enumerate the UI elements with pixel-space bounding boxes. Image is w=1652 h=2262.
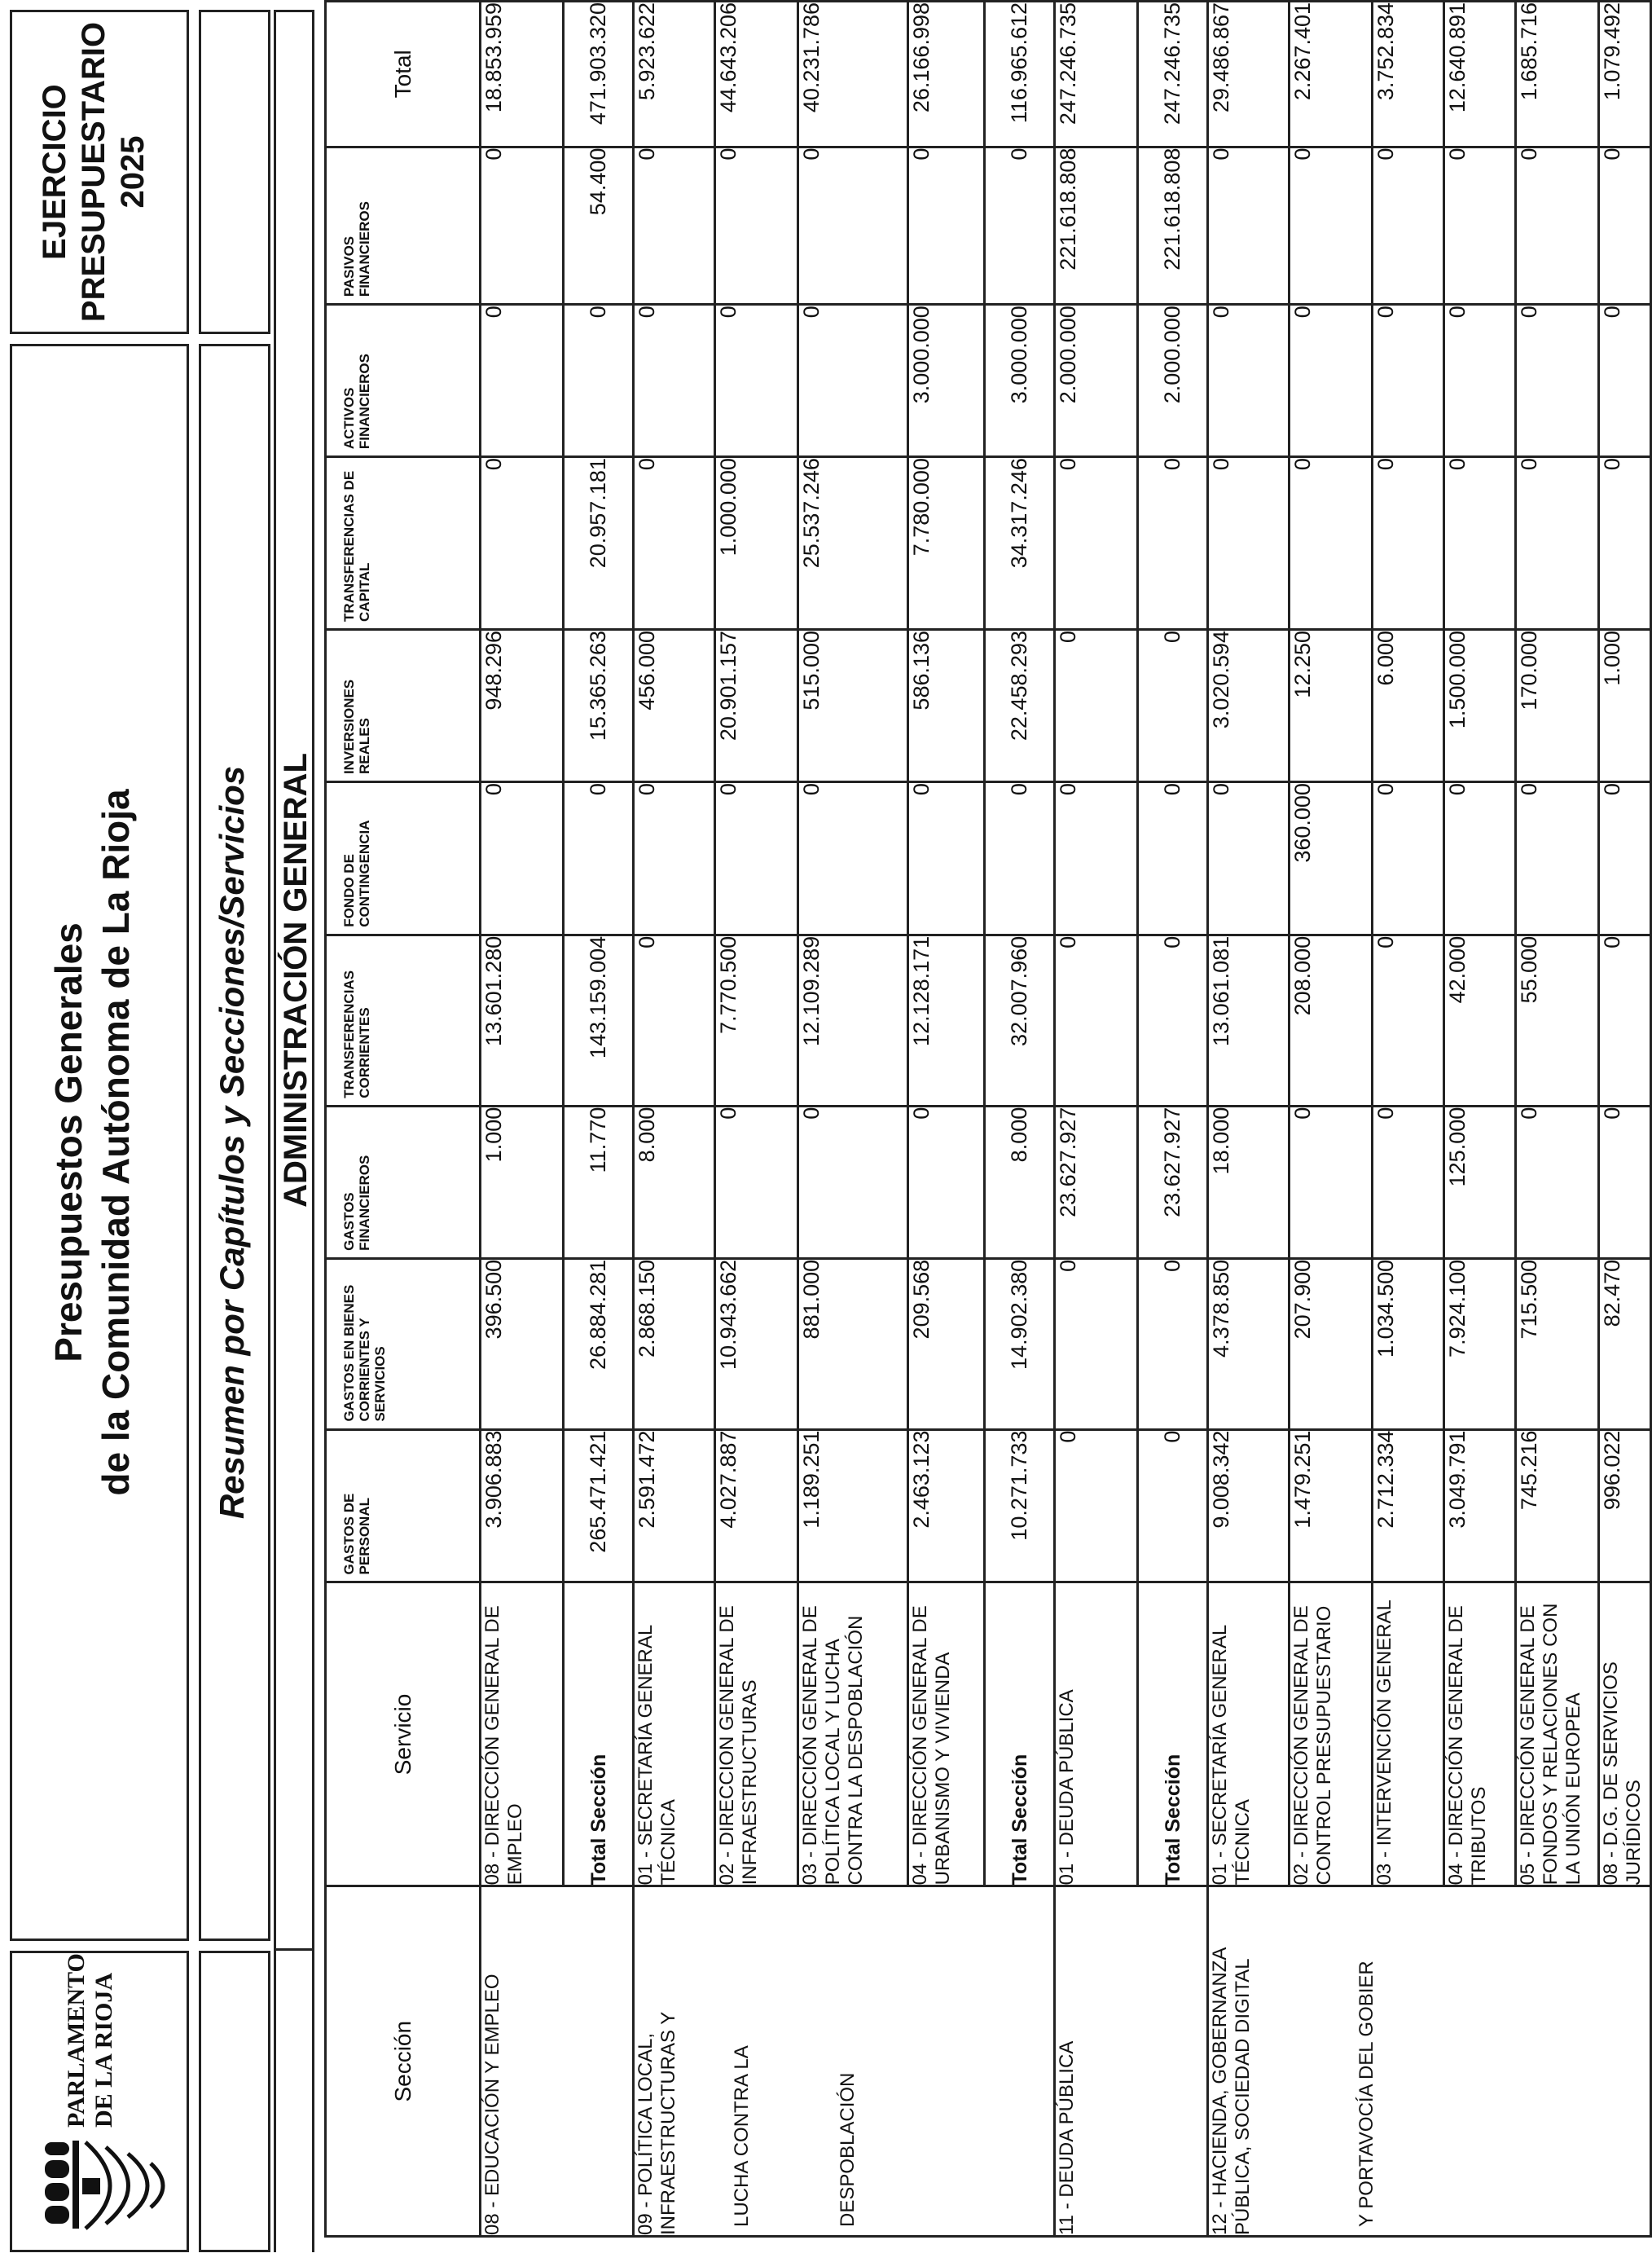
value-cell: 26.884.281: [564, 1258, 634, 1429]
value-cell: 0: [1208, 457, 1290, 630]
org-line1: PARLAMENTO: [63, 1953, 90, 2128]
value-cell: 0: [1599, 782, 1651, 935]
value-cell: 0: [634, 147, 715, 305]
value-cell: 515.000: [798, 629, 908, 781]
value-cell: 0: [1138, 457, 1208, 630]
value-cell: 0: [1599, 457, 1651, 630]
service-cell: 02 - DIRECCION GENERAL DE INFRAESTRUCTURAS: [715, 1582, 798, 1886]
total-cell: 26.166.998: [908, 2, 985, 147]
value-cell: 0: [908, 1106, 985, 1258]
value-cell: 0: [481, 782, 564, 935]
document-header: [10, 10, 283, 2252]
value-cell: 0: [715, 305, 798, 457]
value-cell: 0: [1138, 629, 1208, 781]
value-cell: 0: [1290, 1106, 1373, 1258]
value-cell: 0: [1444, 305, 1516, 457]
document-title: [45, 346, 139, 1939]
service-cell: 01 - SECRETARÍA GENERAL TÉCNICA: [1208, 1582, 1290, 1886]
value-cell: 25.537.246: [798, 457, 908, 630]
value-cell: 12.250: [1290, 629, 1373, 781]
value-cell: 1.000: [1599, 629, 1651, 781]
value-cell: 4.378.850: [1208, 1258, 1290, 1429]
value-cell: 10.943.662: [715, 1258, 798, 1429]
value-cell: 10.271.733: [985, 1429, 1055, 1582]
value-cell: 3.000.000: [908, 305, 985, 457]
org-line2: DE LA RIOJA: [90, 1972, 117, 2128]
value-cell: 0: [1516, 305, 1599, 457]
value-cell: 8.000: [634, 1106, 715, 1258]
col-total: Total: [326, 2, 481, 147]
ejercicio-line2: PRESUPUESTARIO: [76, 21, 112, 323]
value-cell: 1.479.251: [1290, 1429, 1373, 1582]
value-cell: 0: [1208, 305, 1290, 457]
value-cell: 0: [715, 1106, 798, 1258]
value-cell: 4.027.887: [715, 1429, 798, 1582]
total-cell: 116.965.612: [985, 2, 1055, 147]
table-row: [634, 2, 715, 2237]
value-cell: 0: [1373, 1106, 1444, 1258]
value-cell: 0: [1516, 457, 1599, 630]
value-cell: 0: [1373, 457, 1444, 630]
section-name-line2: Y PORTAVOCÍA DEL GOBIER: [1355, 1961, 1377, 2227]
value-cell: 0: [1516, 1106, 1599, 1258]
value-cell: 996.022: [1599, 1429, 1651, 1582]
budget-table: [324, 0, 1652, 2238]
title-line2: de la Comunidad Autónoma de La Rioja: [94, 789, 137, 1496]
value-cell: 2.463.123: [908, 1429, 985, 1582]
col-transf-corrientes: TRANSFERENCIAS CORRIENTES: [326, 935, 481, 1106]
value-cell: 0: [1444, 147, 1516, 305]
value-cell: 745.216: [1516, 1429, 1599, 1582]
title-line1: Presupuestos Generales: [47, 922, 90, 1362]
value-cell: 0: [1055, 1258, 1138, 1429]
value-cell: 0: [798, 782, 908, 935]
value-cell: 7.924.100: [1444, 1258, 1516, 1429]
value-cell: 207.900: [1290, 1258, 1373, 1429]
value-cell: 1.034.500: [1373, 1258, 1444, 1429]
col-servicio: Servicio: [326, 1582, 481, 1886]
total-seccion-label: Total Sección: [564, 1582, 634, 1886]
value-cell: 3.000.000: [985, 305, 1055, 457]
value-cell: 0: [1055, 629, 1138, 781]
value-cell: 3.020.594: [1208, 629, 1290, 781]
value-cell: 715.500: [1516, 1258, 1599, 1429]
col-gastos-financieros: GASTOS FINANCIEROS: [326, 1106, 481, 1258]
value-cell: 0: [634, 935, 715, 1106]
value-cell: 0: [1208, 782, 1290, 935]
value-cell: 221.618.808: [1055, 147, 1138, 305]
value-cell: 0: [1055, 1429, 1138, 1582]
value-cell: 42.000: [1444, 935, 1516, 1106]
value-cell: 3.906.883: [481, 1429, 564, 1582]
value-cell: 0: [985, 782, 1055, 935]
col-gastos-personal: GASTOS DE PERSONAL: [326, 1429, 481, 1582]
total-cell: 40.231.786: [798, 2, 908, 147]
value-cell: 0: [634, 457, 715, 630]
value-cell: 0: [1599, 1106, 1651, 1258]
value-cell: 13.061.081: [1208, 935, 1290, 1106]
service-cell: 03 - INTERVENCIÓN GENERAL: [1373, 1582, 1444, 1886]
left-sub-box: [199, 1951, 270, 2252]
subtitle-box: [199, 344, 270, 1941]
value-cell: 0: [1290, 457, 1373, 630]
section-name: 08 - EDUCACIÓN Y EMPLEO: [481, 1974, 503, 2235]
value-cell: 23.627.927: [1138, 1106, 1208, 1258]
value-cell: 0: [634, 305, 715, 457]
total-cell: 3.752.834: [1373, 2, 1444, 147]
value-cell: 6.000: [1373, 629, 1444, 781]
col-activos-financieros: ACTIVOS FINANCIEROS: [326, 305, 481, 457]
value-cell: 2.000.000: [1055, 305, 1138, 457]
value-cell: 1.000: [481, 1106, 564, 1258]
service-cell: 01 - DEUDA PÚBLICA: [1055, 1582, 1138, 1886]
value-cell: 125.000: [1444, 1106, 1516, 1258]
total-cell: 1.079.492: [1599, 2, 1651, 147]
value-cell: 0: [908, 782, 985, 935]
col-transf-capital: TRANSFERENCIAS DE CAPITAL: [326, 457, 481, 630]
value-cell: 0: [1516, 782, 1599, 935]
value-cell: 0: [1373, 935, 1444, 1106]
section-cell: [634, 1886, 1055, 2237]
section-name-line1: 12 - HACIENDA, GOBERNANZA PÚBLICA, SOCIEDAD DIGITAL: [1209, 1947, 1254, 2235]
value-cell: 12.109.289: [798, 935, 908, 1106]
value-cell: 34.317.246: [985, 457, 1055, 630]
document-subtitle: Resumen por Capítulos y Secciones/Servicios: [213, 765, 251, 1520]
total-cell: 18.853.959: [481, 2, 564, 147]
value-cell: 0: [634, 782, 715, 935]
service-cell: 08 - D.G. DE SERVICIOS JURÍDICOS: [1599, 1582, 1651, 1886]
service-cell: 04 - DIRECCIÓN GENERAL DE URBANISMO Y VIVIENDA: [908, 1582, 985, 1886]
col-pasivos-financieros: PASIVOS FINANCIEROS: [326, 147, 481, 305]
value-cell: 0: [798, 1106, 908, 1258]
value-cell: 20.901.157: [715, 629, 798, 781]
ejercicio-year: 2025: [115, 135, 151, 209]
value-cell: 360.000: [1290, 782, 1373, 935]
value-cell: 55.000: [1516, 935, 1599, 1106]
section-cell: [1208, 1886, 1651, 2237]
value-cell: 2.868.150: [634, 1258, 715, 1429]
ejercicio-line1: EJERCICIO: [37, 84, 72, 260]
value-cell: 0: [481, 305, 564, 457]
ejercicio-label: [35, 12, 152, 332]
value-cell: 0: [908, 147, 985, 305]
value-cell: 8.000: [985, 1106, 1055, 1258]
total-seccion-label: Total Sección: [985, 1582, 1055, 1886]
value-cell: 265.471.421: [564, 1429, 634, 1582]
section-name-line1: 09 - POLÍTICA LOCAL, INFRAESTRUCTURAS Y: [635, 2011, 679, 2235]
service-cell: 03 - DIRECCIÓN GENERAL DE POLÍTICA LOCAL Y LUCHA CONTRA LA DESPOBLACIÓN: [798, 1582, 908, 1886]
value-cell: 208.000: [1290, 935, 1373, 1106]
section-name-line3: DESPOBLACIÓN: [837, 2072, 859, 2227]
value-cell: 0: [1516, 147, 1599, 305]
logo-box: [10, 1951, 189, 2252]
value-cell: 0: [715, 782, 798, 935]
org-name: [63, 1953, 118, 2128]
table-row: [1208, 2, 1290, 2237]
service-cell: 05 - DIRECCIÓN GENERAL DE FONDOS Y RELACIONES CON LA UNIÓN EUROPEA: [1516, 1582, 1599, 1886]
value-cell: 456.000: [634, 629, 715, 781]
value-cell: 881.000: [798, 1258, 908, 1429]
total-cell: 471.903.320: [564, 2, 634, 147]
value-cell: 20.957.181: [564, 457, 634, 630]
value-cell: 0: [481, 457, 564, 630]
value-cell: 0: [1290, 305, 1373, 457]
col-seccion: Sección: [326, 1886, 481, 2237]
value-cell: 143.159.004: [564, 935, 634, 1106]
value-cell: 1.500.000: [1444, 629, 1516, 781]
col-inversiones-reales: INVERSIONES REALES: [326, 629, 481, 781]
value-cell: 0: [798, 147, 908, 305]
value-cell: 32.007.960: [985, 935, 1055, 1106]
value-cell: 82.470: [1599, 1258, 1651, 1429]
value-cell: 221.618.808: [1138, 147, 1208, 305]
value-cell: 0: [798, 305, 908, 457]
service-cell: 01 - SECRETARÍA GENERAL TÉCNICA: [634, 1582, 715, 1886]
value-cell: 0: [1055, 457, 1138, 630]
section-cell: [481, 1886, 634, 2237]
value-cell: 396.500: [481, 1258, 564, 1429]
total-cell: 1.685.716: [1516, 2, 1599, 147]
value-cell: 0: [1373, 782, 1444, 935]
value-cell: 23.627.927: [1055, 1106, 1138, 1258]
value-cell: 0: [1599, 305, 1651, 457]
ejercicio-sub-box: [199, 10, 270, 334]
total-cell: 5.923.622: [634, 2, 715, 147]
value-cell: 2.000.000: [1138, 305, 1208, 457]
value-cell: 14.902.380: [985, 1258, 1055, 1429]
total-cell: 44.643.206: [715, 2, 798, 147]
value-cell: 0: [481, 147, 564, 305]
value-cell: 948.296: [481, 629, 564, 781]
total-cell: 2.267.401: [1290, 2, 1373, 147]
table-row: [481, 2, 564, 2237]
parliament-emblem-icon: [29, 2137, 179, 2235]
value-cell: 1.000.000: [715, 457, 798, 630]
value-cell: 209.568: [908, 1258, 985, 1429]
value-cell: 22.458.293: [985, 629, 1055, 781]
value-cell: 0: [564, 782, 634, 935]
value-cell: 0: [1138, 935, 1208, 1106]
service-cell: 04 - DIRECCIÓN GENERAL DE TRIBUTOS: [1444, 1582, 1516, 1886]
value-cell: 0: [1444, 457, 1516, 630]
value-cell: 18.000: [1208, 1106, 1290, 1258]
section-banner: [274, 10, 314, 1951]
value-cell: 11.770: [564, 1106, 634, 1258]
value-cell: 54.400: [564, 147, 634, 305]
total-seccion-label: Total Sección: [1138, 1582, 1208, 1886]
value-cell: 2.712.334: [1373, 1429, 1444, 1582]
value-cell: 0: [715, 147, 798, 305]
value-cell: 0: [1373, 147, 1444, 305]
value-cell: 0: [1444, 782, 1516, 935]
value-cell: 0: [1138, 1258, 1208, 1429]
value-cell: 1.189.251: [798, 1429, 908, 1582]
section-cell: [1055, 1886, 1208, 2237]
section-name: 11 - DEUDA PÚBLICA: [1056, 2040, 1078, 2235]
value-cell: 0: [1599, 147, 1651, 305]
value-cell: 0: [1138, 782, 1208, 935]
table-header-row: [326, 2, 481, 2237]
value-cell: 0: [1055, 935, 1138, 1106]
value-cell: 0: [1373, 305, 1444, 457]
value-cell: 0: [985, 147, 1055, 305]
table-row: [1055, 2, 1138, 2237]
total-cell: 247.246.735: [1055, 2, 1138, 147]
col-gastos-bienes: GASTOS EN BIENES CORRIENTES Y SERVICIOS: [326, 1258, 481, 1429]
total-cell: 29.486.867: [1208, 2, 1290, 147]
value-cell: 0: [1599, 935, 1651, 1106]
ejercicio-box: [10, 10, 189, 334]
service-cell: 08 - DIRECCIÓN GENERAL DE EMPLEO: [481, 1582, 564, 1886]
value-cell: 3.049.791: [1444, 1429, 1516, 1582]
section-banner-text: ADMINISTRACIÓN GENERAL: [278, 753, 314, 1208]
total-cell: 247.246.735: [1138, 2, 1208, 147]
total-cell: 12.640.891: [1444, 2, 1516, 147]
value-cell: 586.136: [908, 629, 985, 781]
col-fondo-contingencia: FONDO DE CONTINGENCIA: [326, 782, 481, 935]
value-cell: 0: [564, 305, 634, 457]
value-cell: 15.365.263: [564, 629, 634, 781]
value-cell: 170.000: [1516, 629, 1599, 781]
value-cell: 0: [1055, 782, 1138, 935]
value-cell: 13.601.280: [481, 935, 564, 1106]
title-box: [10, 344, 189, 1941]
value-cell: 7.770.500: [715, 935, 798, 1106]
banner-left-rule: [274, 1951, 314, 2252]
value-cell: 0: [1138, 1429, 1208, 1582]
value-cell: 9.008.342: [1208, 1429, 1290, 1582]
value-cell: 0: [1290, 147, 1373, 305]
value-cell: 12.128.171: [908, 935, 985, 1106]
value-cell: 2.591.472: [634, 1429, 715, 1582]
value-cell: 0: [1208, 147, 1290, 305]
section-name-line2: LUCHA CONTRA LA: [731, 2045, 753, 2227]
value-cell: 7.780.000: [908, 457, 985, 630]
service-cell: 02 - DIRECCIÓN GENERAL DE CONTROL PRESUPUESTARIO: [1290, 1582, 1373, 1886]
